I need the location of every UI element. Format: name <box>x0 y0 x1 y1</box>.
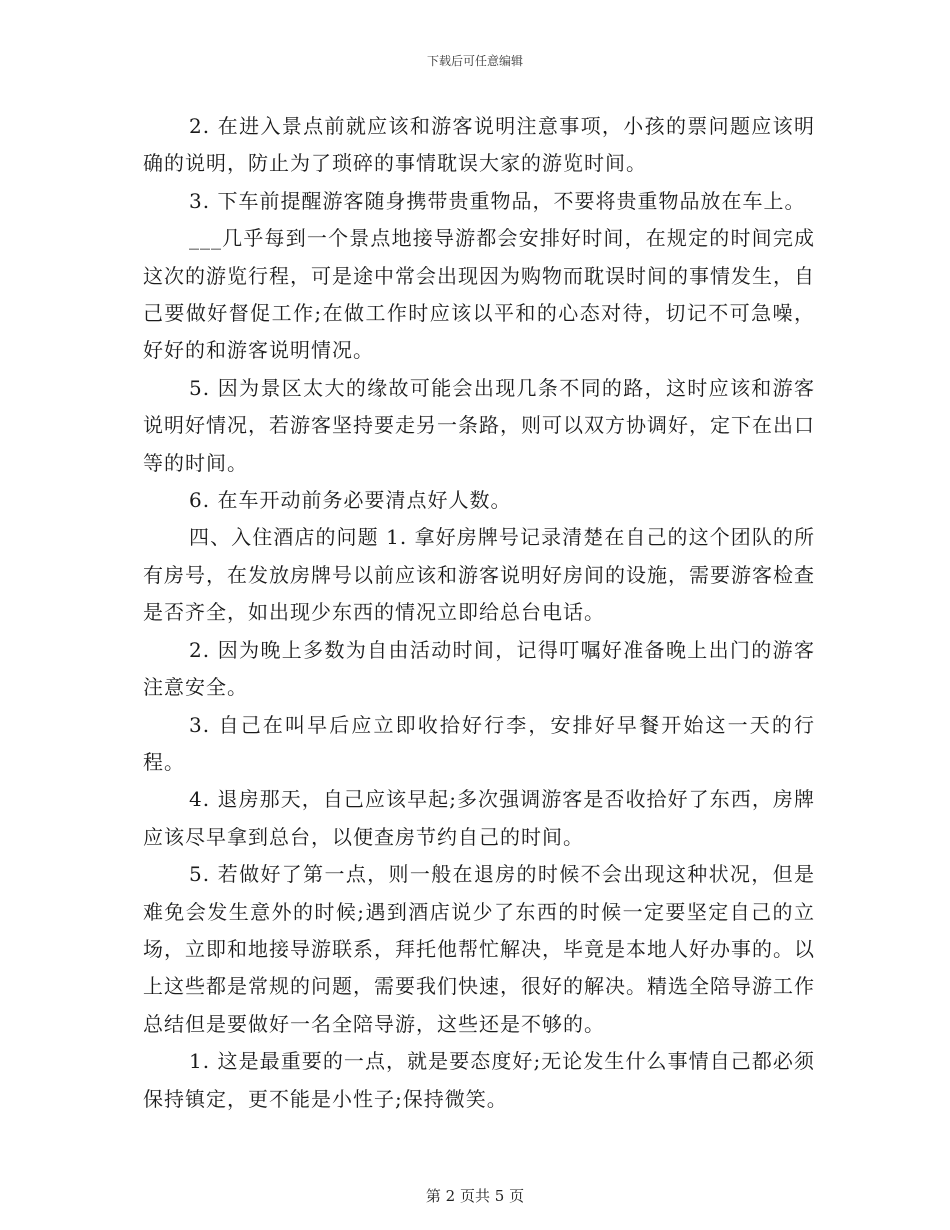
paragraph: 四、入住酒店的问题 1. 拿好房牌号记录清楚在自己的这个团队的所有房号，在发放房牌号以前应该和游客说明好房间的设施，需要游客检查是否齐全，如出现少东西的情况立即给总台电话。 <box>143 525 815 625</box>
page-header: 下载后可任意编辑 <box>426 54 523 68</box>
paragraph: ___几乎每到一个景点地接导游都会安排好时间，在规定的时间完成这次的游览行程，可是途中常会出现因为购物而耽误时间的事情发生，自己要做好督促工作;在做工作时应该以平和的心态对待，切记不可急噪，好好的和游客说明情况。 <box>143 226 815 363</box>
document-body <box>143 108 815 1118</box>
paragraph: 2. 在进入景点前就应该和游客说明注意事项，小孩的票问题应该明确的说明，防止为了琐碎的事情耽误大家的游览时间。 <box>143 114 815 176</box>
page-footer: 第 2 页共 5 页 <box>425 1187 525 1205</box>
paragraph: 3. 下车前提醒游客随身携带贵重物品，不要将贵重物品放在车上。 <box>189 188 806 213</box>
paragraph: 4. 退房那天，自己应该早起;多次强调游客是否收拾好了东西，房牌应该尽早拿到总台，以便查房节约自己的时间。 <box>143 787 815 849</box>
paragraph: 3. 自己在叫早后应立即收拾好行李，安排好早餐开始这一天的行程。 <box>143 712 815 774</box>
paragraph: 5. 因为景区太大的缘故可能会出现几条不同的路，这时应该和游客说明好情况，若游客坚持要走另一条路，则可以双方协调好，定下在出口等的时间。 <box>143 375 815 475</box>
paragraph: 6. 在车开动前务必要清点好人数。 <box>189 488 512 513</box>
paragraph: 5. 若做好了第一点，则一般在退房的时候不会出现这种状况，但是难免会发生意外的时候;遇到酒店说少了东西的时候一定要坚定自己的立场，立即和地接导游联系，拜托他帮忙解决，毕竟是本地人好办事的。以上这些都是常规的问题，需要我们快速，很好的解决。精选全陪导游工作总结但是要做好一名全陪导游，这些还是不够的。 <box>143 862 815 1036</box>
paragraph: 2. 因为晚上多数为自由活动时间，记得叮嘱好准备晚上出门的游客注意安全。 <box>143 637 815 700</box>
paragraph: 1. 这是最重要的一点，就是要态度好;无论发生什么事情自己都必须保持镇定，更不能是小性子;保持微笑。 <box>143 1049 815 1111</box>
